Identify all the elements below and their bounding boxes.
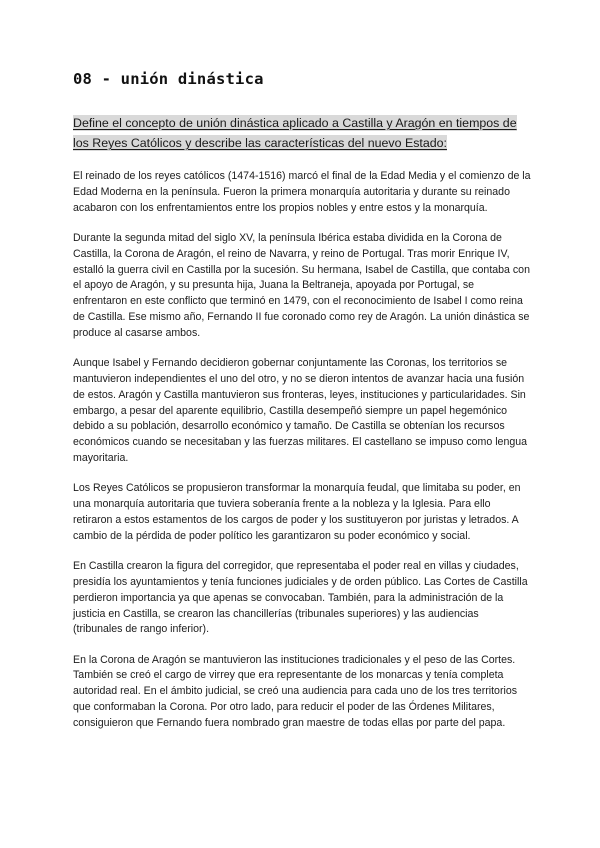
question-heading [73,113,533,153]
paragraph-intro: El reinado de los reyes católicos (1474-1516) marcó el final de la Edad Media y el comienzo de la Edad Moderna en la península. Fueron la primera monarquía autoritaria y durante su reinado acabaron con los enfrentamientos entre los propios nobles y entre estos y la monarquía. [73,170,531,214]
paragraph-monarchy: Los Reyes Católicos se propusieron transformar la monarquía feudal, que limitaba su poder, en una monarquía autoritaria que tuviera soberanía frente a la nobleza y la Iglesia. Para ello retiraron a estos estamentos de los cargos de poder y los sustituyeron por juristas y letrados. A cambio de la pérdida de poder político les garantizaron su poder económico y social. [73,482,521,542]
question-text: Define el concepto de unión dinástica aplicado a Castilla y Aragón en tiempos de los Reyes Católicos y describe las características del nuevo Estado: [73,116,517,150]
page-title: 08 - unión dinástica [73,70,264,88]
document-body [73,169,531,746]
paragraph-castilla: En Castilla crearon la figura del corregidor, que representaba el poder real en villas y ciudades, presidía los ayuntamientos y tenía funciones judiciales y de orden público. Las Cortes de Castilla perdieron importancia ya que apenas se convocaban. También, para la administración de la justicia en Castilla, se crearon las chancillerías (tribunales superiores) y las audiencias (tribunales de rango inferior). [73,560,528,636]
paragraph-aragon: En la Corona de Aragón se mantuvieron las instituciones tradicionales y el peso de las Cortes. También se creó el cargo de virrey que era representante de los monarcas y tenía completa autoridad real. En el ámbito judicial, se creó una audiencia para cada uno de los tres territorios que conformaban la Corona. Por otro lado, para reducir el poder de las Órdenes Militares, consiguieron que Fernando fuera nombrado gran maestre de todas ellas por parte del papa. [73,653,518,729]
paragraph-union: Durante la segunda mitad del siglo XV, la península Ibérica estaba dividida en la Corona de Castilla, la Corona de Aragón, el reino de Navarra, y reino de Portugal. Tras morir Enrique IV, estalló la guerra civil en Castilla por la sucesión. Su hermana, Isabel de Castilla, que contaba con el apoyo de Aragón, y su presunta hija, Juana la Beltraneja, apoyada por Portugal, se enfrentaron en este conflicto que terminó en 1479, con el reconocimiento de Isabel I como reina de Castilla. Ese mismo año, Fernando II fue coronado como rey de Aragón. La unión dinástica se produce al casarse ambos. [73,231,530,339]
paragraph-territories: Aunque Isabel y Fernando decidieron gobernar conjuntamente las Coronas, los territorios se mantuvieron independientes el uno del otro, y no se dieron intentos de avanzar hacia una fusión de estos. Aragón y Castilla mantuvieron sus fronteras, leyes, instituciones y particularidades. Sin embargo, a pesar del aparente equilibrio, Castilla desempeñó siempre un papel hegemónico debido a su población, desarrollo económico y tamaño. De Castilla se obtenían los recursos económicos cuando se necesitaban y las fuerzas militares. El castellano se impuso como lengua mayoritaria. [73,357,528,464]
